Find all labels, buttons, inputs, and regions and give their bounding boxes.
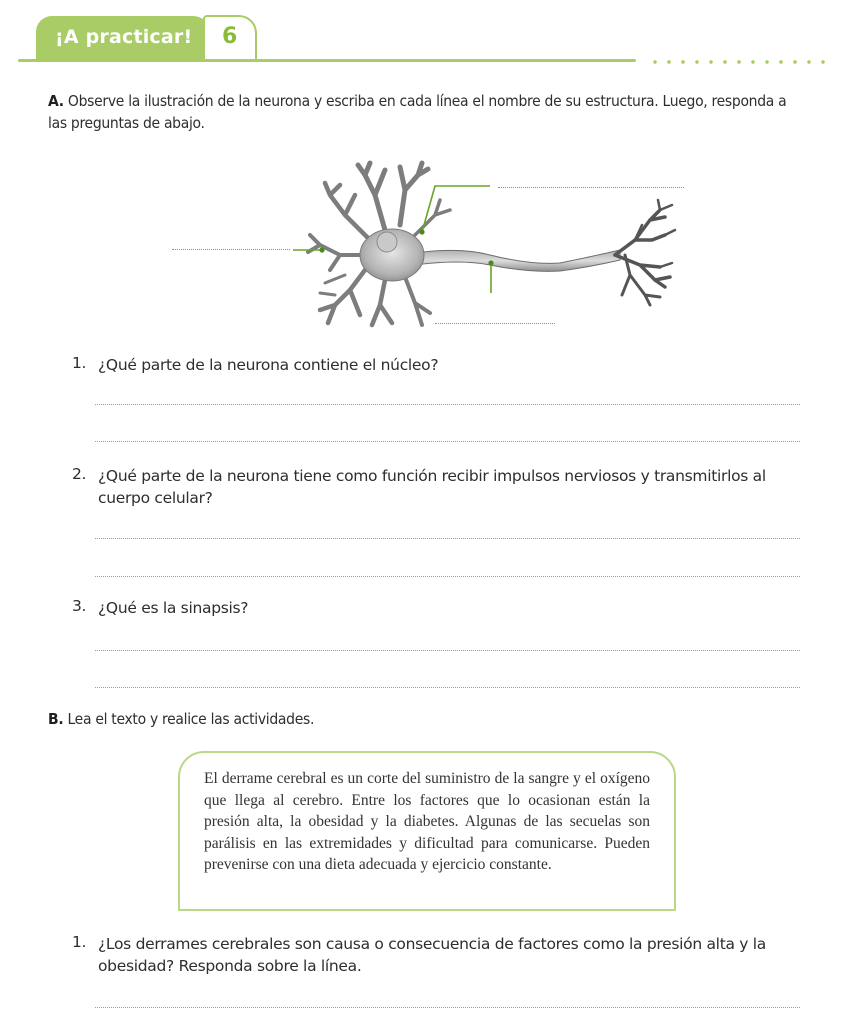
header-dotted-divider [648, 60, 828, 64]
axon-terminals [615, 200, 675, 305]
section-a-letter: A. [48, 92, 64, 110]
label-answer-line-cell-body[interactable] [498, 187, 684, 188]
question-1-answer-line-1[interactable] [95, 404, 800, 405]
section-a-instruction-text: Observe la ilustración de la neurona y escriba en cada línea el nombre de su estructura. Luego, responda a las preguntas de abajo. [48, 92, 787, 132]
section-b-letter: B. [48, 710, 64, 728]
question-3-answer-line-2[interactable] [95, 687, 800, 688]
section-b-instruction [48, 708, 788, 730]
section-b-question-1-answer-line[interactable] [95, 1007, 800, 1008]
section-b-question-1-text: ¿Los derrames cerebrales son causa o consecuencia de factores como la presión alta y la obesidad? Responda sobre la línea. [98, 935, 766, 975]
neuron-figure [160, 155, 700, 335]
question-1-number: 1. [72, 354, 87, 372]
question-2-answer-line-1[interactable] [95, 538, 800, 539]
question-3-number: 3. [72, 597, 87, 615]
pointer-dot-cell-body [419, 229, 424, 234]
header-number: 6 [222, 24, 238, 49]
question-2-number: 2. [72, 465, 87, 483]
nucleus [377, 232, 397, 252]
question-1-answer-line-2[interactable] [95, 441, 800, 442]
question-2-text: ¿Qué parte de la neurona tiene como función recibir impulsos nerviosos y transmitirlos al cuerpo celular? [98, 467, 766, 507]
section-b-question-1-number: 1. [72, 933, 87, 951]
question-3-answer-line-1[interactable] [95, 650, 800, 651]
section-a-instruction [48, 90, 788, 134]
pointer-dot-axon [488, 260, 493, 265]
question-1-text: ¿Qué parte de la neurona contiene el núcleo? [98, 356, 439, 374]
axon [415, 250, 620, 271]
question-3-text: ¿Qué es la sinapsis? [98, 599, 249, 617]
question-2-answer-line-2[interactable] [95, 576, 800, 577]
header-title: ¡A practicar! [55, 26, 193, 48]
section-b-instruction-text: Lea el texto y realice las actividades. [67, 710, 315, 728]
label-answer-line-axon[interactable] [435, 323, 555, 324]
header-divider [18, 59, 636, 62]
reading-text: El derrame cerebral es un corte del suministro de la sangre y el oxígeno que llega al cerebro. Entre los factores que lo ocasionan están la presión alta, la obesidad y la diabetes. Algunas de las secuelas son parálisis en las extremidades y dificultad para comunicarse. Pueden prevenirse con una dieta adecuada y ejercicio constante. [204, 770, 650, 874]
label-answer-line-dendrite[interactable] [172, 249, 290, 250]
pointer-dot-dendrite [319, 247, 324, 252]
